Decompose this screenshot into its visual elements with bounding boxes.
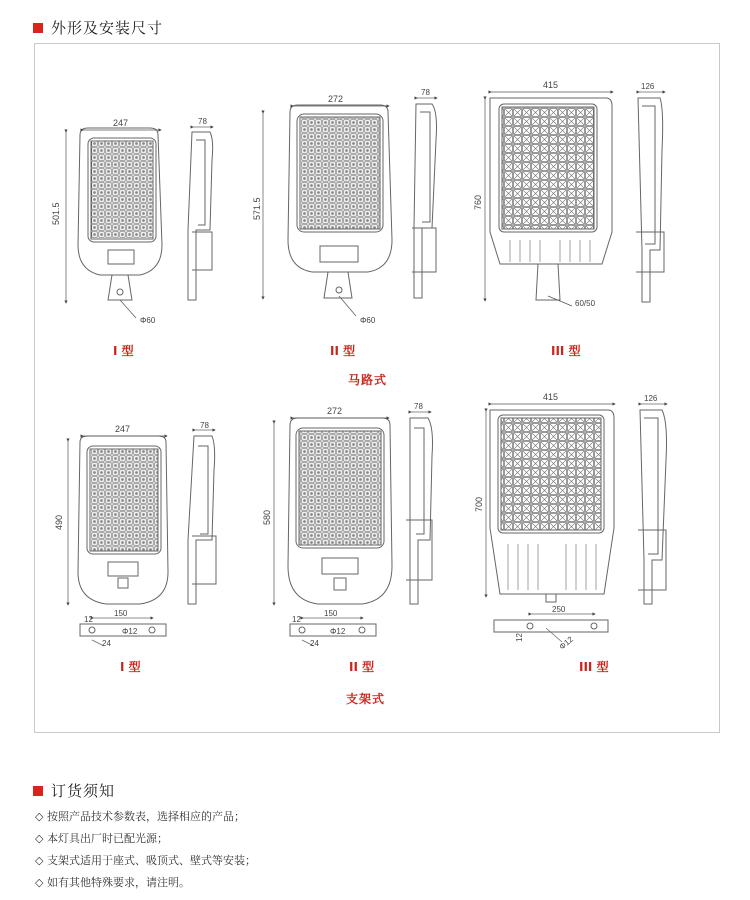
bracket-type-3-base-plate [494,614,608,642]
bracket-type-3-base-hole: Φ12 [557,634,575,652]
bracket-type-3-side-view [638,404,667,604]
bracket-type-1-base-offset: 12 [84,615,93,624]
road-type-3-adapter-label: 60/50 [575,299,596,308]
road-type-2-front-view [288,105,392,298]
bracket-type-3-base-offset: 12 [515,633,524,642]
bracket-type-2-base-spacing: 150 [324,609,338,618]
bracket-type-3-width-label: 415 [543,392,559,402]
bracket-type-1-side-label: 78 [200,421,209,430]
bracket-type-1-side-view [188,430,216,604]
road-type-1-side-label: 78 [198,117,207,126]
road-type-3-side-label: 126 [641,82,655,91]
road-type-2-side-view [412,98,437,298]
road-type-3-front-view [490,98,612,300]
road-type-1-side-view [188,127,213,300]
road-type-2-width-label: 272 [328,94,344,104]
road-type-3-width-label: 415 [543,80,559,90]
bracket-type-2-base-depth: 24 [310,639,319,648]
bracket-type-2-side-label: 78 [414,402,423,411]
dimensions-title: 外形及安装尺寸 [51,19,164,37]
bracket-type-2-width-label: 272 [327,406,343,416]
bracket-type-3-caption: III 型 [579,660,609,674]
bracket-type-3-base-spacing: 250 [552,605,566,614]
ordering-note: ◇ 按照产品技术参数表，选择相应的产品； [35,810,245,823]
ordering-note: ◇ 如有其他特殊要求，请注明。 [35,876,190,889]
red-square-icon [33,786,43,796]
road-type-group-label: 马路式 [348,373,388,387]
bracket-type-1-width-label: 247 [115,424,131,434]
ordering-note: ◇ 本灯具出厂时已配光源； [35,832,168,845]
bracket-type-2-base-offset: 12 [292,615,301,624]
ordering-notes-list [35,806,256,894]
bracket-type-1-base-hole: Φ12 [122,627,138,636]
bracket-type-3-height-label: 700 [474,496,484,512]
ordering-note: ◇ 支架式适用于座式、吸顶式、壁式等安装； [35,854,256,867]
bracket-type-1-caption: I 型 [120,660,141,674]
road-type-3-height-label: 760 [473,194,483,210]
bracket-type-1-base-spacing: 150 [114,609,128,618]
road-type-2-height-label: 571.5 [252,197,262,220]
road-type-2-dia-label: Φ60 [360,316,376,325]
road-type-1-width-label: 247 [113,118,129,128]
road-type-1-height-label: 501.5 [51,202,61,225]
road-type-3-caption: III 型 [551,344,581,358]
road-type-1-front-view [78,128,162,300]
bracket-type-3-front-view [490,410,614,602]
bracket-type-1-height-label: 490 [54,514,64,530]
bracket-type-2-side-view [406,412,433,604]
bracket-type-2-height-label: 580 [262,509,272,525]
road-type-2-side-label: 78 [421,88,430,97]
ordering-title: 订货须知 [51,782,116,800]
road-type-1-caption: I 型 [113,344,134,358]
bracket-type-1-base-depth: 24 [102,639,111,648]
bracket-type-2-front-view [288,418,392,604]
bracket-type-group-label: 支架式 [346,692,386,706]
road-type-2-caption: II 型 [330,344,356,358]
bracket-type-2-caption: II 型 [349,660,375,674]
road-type-1-dia-label: Φ60 [140,316,156,325]
bracket-type-1-front-view [78,436,168,604]
ordering-section-heading [33,780,115,801]
bracket-type-3-side-label: 126 [644,394,658,403]
bracket-type-2-base-hole: Φ12 [330,627,346,636]
road-type-3-side-view [636,92,664,302]
